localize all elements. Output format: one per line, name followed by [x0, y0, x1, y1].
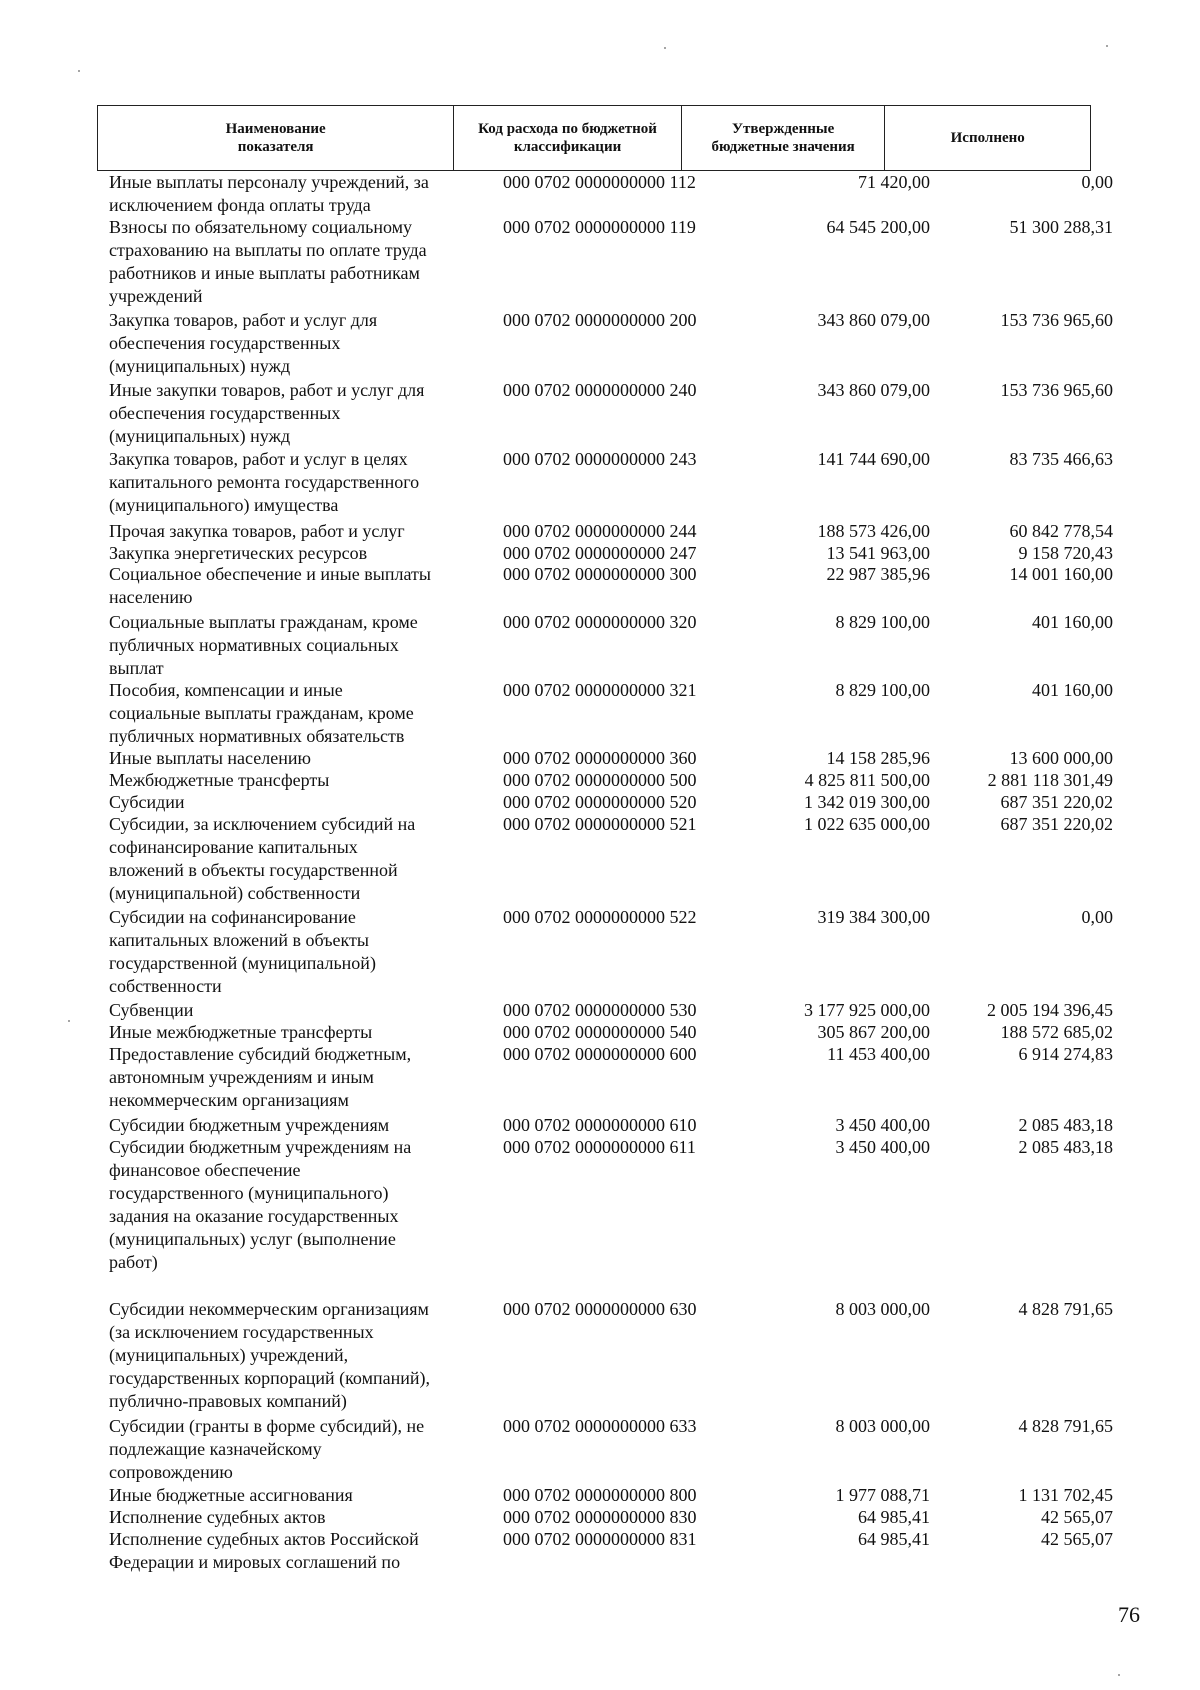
row-executed: 153 736 965,60 [1000, 380, 1113, 400]
page-number: 76 [1118, 1602, 1140, 1627]
row-approved: 22 987 385,96 [826, 564, 930, 584]
row-executed: 188 572 685,02 [1000, 1022, 1113, 1042]
row-approved: 8 003 000,00 [835, 1416, 930, 1436]
row-code: 000 0702 0000000000 244 [503, 521, 697, 541]
row-executed: 83 735 466,63 [1009, 449, 1113, 469]
row-approved: 343 860 079,00 [817, 380, 930, 400]
row-approved: 71 420,00 [858, 172, 930, 192]
scan-speck [68, 1020, 70, 1022]
row-executed: 2 005 194 396,45 [987, 1000, 1113, 1020]
row-name: Субсидии на софинансирование капитальных вложений в объекты государственной (муниципальной) собственности [109, 907, 376, 996]
scan-speck [1118, 1674, 1120, 1676]
row-approved: 1 977 088,71 [835, 1485, 930, 1505]
header-executed [885, 106, 1090, 170]
row-code: 000 0702 0000000000 610 [503, 1115, 697, 1135]
row-executed: 687 351 220,02 [1000, 814, 1113, 834]
row-code: 000 0702 0000000000 800 [503, 1485, 697, 1505]
row-approved: 319 384 300,00 [817, 907, 930, 927]
row-name: Социальное обеспечение и иные выплаты населению [109, 564, 431, 607]
row-name: Взносы по обязательному социальному страхованию на выплаты по оплате труда работников и иные выплаты работникам учреждений [109, 217, 427, 306]
row-approved: 188 573 426,00 [817, 521, 930, 541]
table-header [97, 105, 1091, 171]
row-code: 000 0702 0000000000 522 [503, 907, 697, 927]
row-approved: 8 829 100,00 [835, 612, 930, 632]
row-executed: 1 131 702,45 [1018, 1485, 1113, 1505]
row-approved: 305 867 200,00 [817, 1022, 930, 1042]
header-code [454, 106, 682, 170]
row-approved: 3 450 400,00 [835, 1115, 930, 1135]
row-name: Субсидии (гранты в форме субсидий), не подлежащие казначейскому сопровождению [109, 1416, 425, 1482]
row-name: Межбюджетные трансферты [109, 770, 330, 790]
row-approved: 64 985,41 [858, 1529, 930, 1549]
row-name: Социальные выплаты гражданам, кроме публичных нормативных социальных выплат [109, 612, 418, 678]
row-executed: 2 085 483,18 [1018, 1137, 1113, 1157]
row-executed: 9 158 720,43 [1018, 543, 1113, 563]
header-name [98, 106, 454, 170]
row-approved: 11 453 400,00 [827, 1044, 930, 1064]
row-name: Субсидии бюджетным учреждениям на финансовое обеспечение государственного (муниципального) задания на оказание государственных (муниципальных) услуг (выполнение работ) [109, 1137, 412, 1272]
row-executed: 0,00 [1081, 172, 1113, 192]
row-name: Субсидии, за исключением субсидий на софинансирование капитальных вложений в объекты государственной (муниципальной) собственности [109, 814, 416, 903]
row-code: 000 0702 0000000000 119 [503, 217, 696, 237]
row-executed: 0,00 [1081, 907, 1113, 927]
row-approved: 64 545 200,00 [826, 217, 930, 237]
row-name: Субсидии [109, 792, 185, 812]
row-code: 000 0702 0000000000 320 [503, 612, 697, 632]
row-name: Закупка энергетических ресурсов [109, 543, 368, 563]
row-code: 000 0702 0000000000 600 [503, 1044, 697, 1064]
row-approved: 14 158 285,96 [826, 748, 930, 768]
header-executed-text: Исполнено [950, 130, 1025, 146]
row-code: 000 0702 0000000000 321 [503, 680, 697, 700]
row-approved: 1 022 635 000,00 [804, 814, 930, 834]
row-code: 000 0702 0000000000 831 [503, 1529, 697, 1549]
header-code-text: Код расхода по бюджетной классификации [478, 121, 657, 155]
row-approved: 343 860 079,00 [817, 310, 930, 330]
row-executed: 2 085 483,18 [1018, 1115, 1113, 1135]
row-executed: 51 300 288,31 [1009, 217, 1113, 237]
row-name: Закупка товаров, работ и услуг для обеспечения государственных (муниципальных) нужд [109, 310, 378, 376]
row-approved: 4 825 811 500,00 [804, 770, 930, 790]
row-executed: 153 736 965,60 [1000, 310, 1113, 330]
row-approved: 3 177 925 000,00 [804, 1000, 930, 1020]
row-executed: 4 828 791,65 [1018, 1416, 1113, 1436]
row-name: Субвенции [109, 1000, 194, 1020]
header-approved-text: Утвержденные бюджетные значения [711, 121, 855, 155]
header-name-text: Наименование показателя [225, 121, 326, 155]
row-approved: 64 985,41 [858, 1507, 930, 1527]
row-code: 000 0702 0000000000 200 [503, 310, 697, 330]
row-name: Исполнение судебных актов Российской Федерации и мировых соглашений по [109, 1529, 419, 1572]
row-name: Исполнение судебных актов [109, 1507, 326, 1527]
row-name: Пособия, компенсации и иные социальные выплаты гражданам, кроме публичных нормативных обязательств [109, 680, 414, 746]
row-approved: 1 342 019 300,00 [804, 792, 930, 812]
row-code: 000 0702 0000000000 540 [503, 1022, 697, 1042]
row-code: 000 0702 0000000000 633 [503, 1416, 697, 1436]
row-name: Иные межбюджетные трансферты [109, 1022, 373, 1042]
row-code: 000 0702 0000000000 520 [503, 792, 697, 812]
scan-speck [78, 70, 80, 72]
row-executed: 4 828 791,65 [1018, 1299, 1113, 1319]
row-approved: 8 829 100,00 [835, 680, 930, 700]
row-code: 000 0702 0000000000 500 [503, 770, 697, 790]
row-name: Предоставление субсидий бюджетным, автономным учреждениям и иным некоммерческим организациям [109, 1044, 412, 1110]
row-executed: 2 881 118 301,49 [987, 770, 1113, 790]
row-code: 000 0702 0000000000 247 [503, 543, 697, 563]
row-approved: 8 003 000,00 [835, 1299, 930, 1319]
row-approved: 141 744 690,00 [817, 449, 930, 469]
row-name: Иные закупки товаров, работ и услуг для обеспечения государственных (муниципальных) нужд [109, 380, 425, 446]
row-executed: 6 914 274,83 [1018, 1044, 1113, 1064]
scan-speck [664, 47, 666, 49]
row-name: Иные выплаты населению [109, 748, 311, 768]
row-executed: 14 001 160,00 [1009, 564, 1113, 584]
row-code: 000 0702 0000000000 630 [503, 1299, 697, 1319]
row-executed: 401 160,00 [1032, 612, 1113, 632]
row-code: 000 0702 0000000000 830 [503, 1507, 697, 1527]
row-code: 000 0702 0000000000 530 [503, 1000, 697, 1020]
row-name: Прочая закупка товаров, работ и услуг [109, 521, 405, 541]
row-code: 000 0702 0000000000 243 [503, 449, 697, 469]
row-name: Субсидии некоммерческим организациям (за исключением государственных (муниципальных) учреждений, государственных корпораций (компаний), публично-правовых компаний) [109, 1299, 430, 1411]
row-approved: 13 541 963,00 [826, 543, 930, 563]
header-approved [682, 106, 886, 170]
row-name: Субсидии бюджетным учреждениям [109, 1115, 390, 1135]
row-code: 000 0702 0000000000 300 [503, 564, 697, 584]
row-code: 000 0702 0000000000 240 [503, 380, 697, 400]
row-code: 000 0702 0000000000 112 [503, 172, 696, 192]
row-executed: 42 565,07 [1041, 1529, 1113, 1549]
row-executed: 687 351 220,02 [1000, 792, 1113, 812]
row-executed: 401 160,00 [1032, 680, 1113, 700]
row-code: 000 0702 0000000000 360 [503, 748, 697, 768]
row-executed: 42 565,07 [1041, 1507, 1113, 1527]
row-code: 000 0702 0000000000 611 [503, 1137, 696, 1157]
row-approved: 3 450 400,00 [835, 1137, 930, 1157]
row-executed: 60 842 778,54 [1009, 521, 1113, 541]
row-code: 000 0702 0000000000 521 [503, 814, 697, 834]
row-name: Иные выплаты персоналу учреждений, за исключением фонда оплаты труда [109, 172, 429, 215]
row-executed: 13 600 000,00 [1009, 748, 1113, 768]
scan-speck [1106, 45, 1108, 47]
row-name: Закупка товаров, работ и услуг в целях капитального ремонта государственного (муниципального) имущества [109, 449, 420, 515]
row-name: Иные бюджетные ассигнования [109, 1485, 353, 1505]
